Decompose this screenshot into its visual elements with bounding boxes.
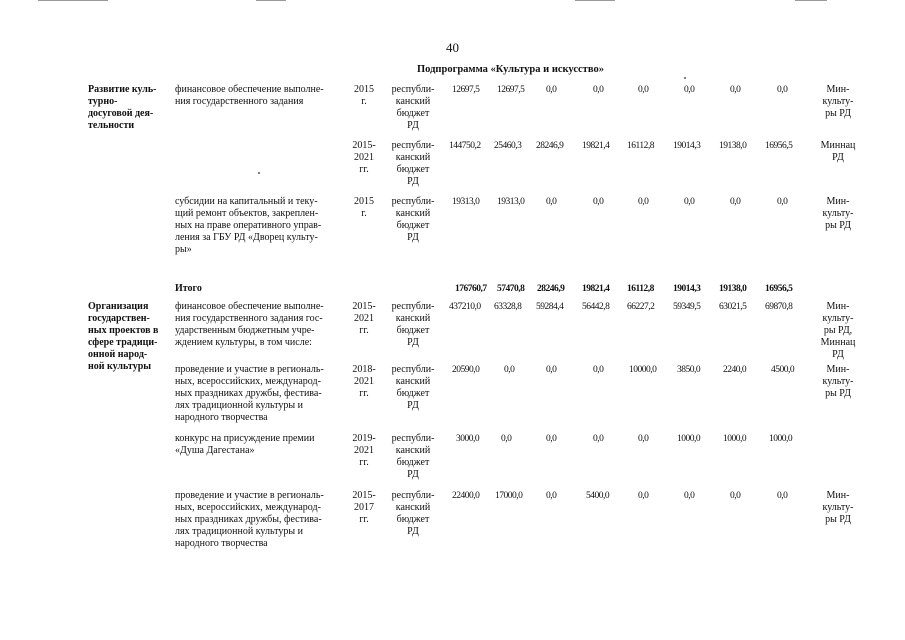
value-cell: 19014,3 xyxy=(673,284,701,294)
value-cell: 0,0 xyxy=(593,434,604,444)
years-cell: 2015 г. xyxy=(354,196,374,219)
value-cell: 0,0 xyxy=(638,434,649,444)
value-cell: 0,0 xyxy=(593,197,604,207)
value-cell: 16956,5 xyxy=(765,141,793,151)
value-cell: 59349,5 xyxy=(673,302,701,312)
value-cell: 0,0 xyxy=(593,365,604,375)
value-cell: 0,0 xyxy=(684,491,695,501)
scan-edge-rule xyxy=(38,0,108,1)
source-cell: республи- канский бюджет РД xyxy=(391,140,435,187)
value-cell: 59284,4 xyxy=(536,302,564,312)
value-cell: 57470,8 xyxy=(497,284,525,294)
value-cell: 17000,0 xyxy=(495,491,523,501)
value-cell: 0,0 xyxy=(501,434,512,444)
value-cell: 66227,2 xyxy=(627,302,655,312)
value-cell: 0,0 xyxy=(684,85,695,95)
value-cell: 12697,5 xyxy=(497,85,525,95)
value-cell: 20590,0 xyxy=(452,365,480,375)
value-cell: 0,0 xyxy=(593,85,604,95)
value-cell: 0,0 xyxy=(730,197,741,207)
value-cell: 16112,8 xyxy=(627,141,655,151)
value-cell: 0,0 xyxy=(730,491,741,501)
source-cell: республи- канский бюджет РД xyxy=(391,196,435,243)
source-cell: республи- канский бюджет РД xyxy=(391,433,435,480)
executor-cell: Мин- культу- ры РД xyxy=(822,196,854,231)
value-cell: 0,0 xyxy=(638,491,649,501)
value-cell: 0,0 xyxy=(546,365,557,375)
measure-cell: субсидии на капитальный и теку- щий ремонт объектов, закреплен- ных на праве оперативного управ- ления за ГБУ РД «Дворец культу- ры» xyxy=(175,196,322,255)
executor-cell: Мин- культу- ры РД xyxy=(822,490,854,525)
scan-edge-rule xyxy=(256,0,286,1)
measure-cell: проведение и участие в региональ- ных, всероссийских, международ- ных праздниках дружбы, фестива- лях традиционной культуры и народного творчества xyxy=(175,364,324,423)
years-cell: 2015 г. xyxy=(354,84,374,107)
value-cell: 0,0 xyxy=(638,85,649,95)
value-cell: 0,0 xyxy=(777,197,788,207)
value-cell: 437210,0 xyxy=(449,302,481,312)
years-cell: 2015- 2021 гг. xyxy=(352,140,376,175)
value-cell: 144750,2 xyxy=(449,141,481,151)
value-cell: 5400,0 xyxy=(586,491,610,501)
executor-cell: Мин- культу- ры РД xyxy=(822,84,854,119)
value-cell: 19138,0 xyxy=(719,141,747,151)
total-label: Итого xyxy=(175,283,202,294)
years-cell: 2015- 2017 гг. xyxy=(352,490,376,525)
value-cell: 12697,5 xyxy=(452,85,480,95)
value-cell: 69870,8 xyxy=(765,302,793,312)
value-cell: 63328,8 xyxy=(494,302,522,312)
value-cell: 0,0 xyxy=(684,197,695,207)
value-cell: 28246,9 xyxy=(537,284,565,294)
value-cell: 10000,0 xyxy=(629,365,657,375)
executor-cell: Мин- культу- ры РД, Миннац РД xyxy=(820,301,856,360)
value-cell: 19313,0 xyxy=(452,197,480,207)
value-cell: 1000,0 xyxy=(723,434,747,444)
value-cell: 2240,0 xyxy=(723,365,747,375)
section-cell: Развитие куль- турно- досуговой дея- тельности xyxy=(88,84,157,131)
value-cell: 16112,8 xyxy=(627,284,654,294)
value-cell: 25460,3 xyxy=(494,141,522,151)
source-cell: республи- канский бюджет РД xyxy=(391,364,435,411)
value-cell: 176760,7 xyxy=(455,284,487,294)
measure-cell: финансовое обеспечение выполне- ния государственного задания xyxy=(175,84,324,107)
years-cell: 2019- 2021 гг. xyxy=(352,433,376,468)
scan-speck xyxy=(684,77,686,79)
value-cell: 0,0 xyxy=(546,197,557,207)
subprogram-title: Подпрограмма «Культура и искусство» xyxy=(417,64,604,75)
value-cell: 19014,3 xyxy=(673,141,701,151)
value-cell: 19138,0 xyxy=(719,284,747,294)
measure-cell: проведение и участие в региональ- ных, всероссийских, международ- ных праздниках дружбы, фестива- лях традиционной культуры и народного творчества xyxy=(175,490,324,549)
value-cell: 4500,0 xyxy=(771,365,795,375)
value-cell: 19313,0 xyxy=(497,197,525,207)
value-cell: 0,0 xyxy=(730,85,741,95)
value-cell: 0,0 xyxy=(546,491,557,501)
scan-edge-rule xyxy=(575,0,615,1)
section-cell: Организация государствен- ных проектов в сфере традици- онной народ- ной культуры xyxy=(88,301,159,372)
value-cell: 28246,9 xyxy=(536,141,564,151)
value-cell: 1000,0 xyxy=(769,434,793,444)
source-cell: республи- канский бюджет РД xyxy=(391,84,435,131)
value-cell: 56442,8 xyxy=(582,302,610,312)
value-cell: 0,0 xyxy=(777,491,788,501)
scan-speck xyxy=(258,172,260,174)
executor-cell: Миннац РД xyxy=(820,140,856,163)
value-cell: 0,0 xyxy=(777,85,788,95)
page-number: 40 xyxy=(446,40,459,55)
value-cell: 3850,0 xyxy=(677,365,701,375)
source-cell: республи- канский бюджет РД xyxy=(391,301,435,348)
years-cell: 2015- 2021 гг. xyxy=(352,301,376,336)
executor-cell: Мин- культу- ры РД xyxy=(822,364,854,399)
value-cell: 0,0 xyxy=(638,197,649,207)
years-cell: 2018- 2021 гг. xyxy=(352,364,376,399)
value-cell: 3000,0 xyxy=(456,434,480,444)
value-cell: 22400,0 xyxy=(452,491,480,501)
value-cell: 0,0 xyxy=(546,434,557,444)
value-cell: 0,0 xyxy=(504,365,515,375)
measure-cell: конкурс на присуждение премии «Душа Дагестана» xyxy=(175,433,315,456)
source-cell: республи- канский бюджет РД xyxy=(391,490,435,537)
value-cell: 19821,4 xyxy=(582,141,610,151)
value-cell: 63021,5 xyxy=(719,302,747,312)
value-cell: 19821,4 xyxy=(582,284,610,294)
value-cell: 0,0 xyxy=(546,85,557,95)
scan-edge-rule xyxy=(795,0,827,1)
measure-cell: финансовое обеспечение выполне- ния государственного задания гос- ударственным бюджетным учре- ждением культуры, в том числе: xyxy=(175,301,324,348)
value-cell: 16956,5 xyxy=(765,284,793,294)
value-cell: 1000,0 xyxy=(677,434,701,444)
